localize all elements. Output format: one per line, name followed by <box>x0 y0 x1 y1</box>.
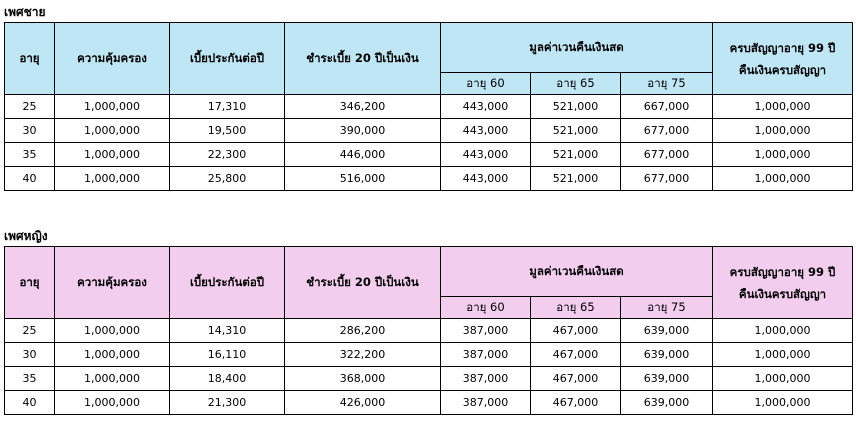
cell-premium: 25,800 <box>170 167 285 191</box>
cell-coverage: 1,000,000 <box>55 119 170 143</box>
cell-maturity: 1,000,000 <box>713 167 853 191</box>
cell-cv-60: 443,000 <box>441 119 531 143</box>
female-header-maturity-line1: ครบสัญญาอายุ 99 ปี <box>729 264 836 279</box>
cell-premium: 22,300 <box>170 143 285 167</box>
cell-cv-75: 639,000 <box>621 319 713 343</box>
female-section-title: เพศหญิง <box>4 229 48 243</box>
male-header-pay20: ชำระเบี้ย 20 ปีเป็นเงิน <box>285 23 441 95</box>
cell-cv-60: 387,000 <box>441 343 531 367</box>
male-header-cv-age-60: อายุ 60 <box>441 73 531 95</box>
cell-cv-65: 521,000 <box>531 143 621 167</box>
cell-cv-60: 387,000 <box>441 367 531 391</box>
female-header-age: อายุ <box>5 247 55 319</box>
female-header-pay20: ชำระเบี้ย 20 ปีเป็นเงิน <box>285 247 441 319</box>
cell-cv-60: 387,000 <box>441 391 531 415</box>
table-row <box>5 167 853 191</box>
male-header-cv-age-65: อายุ 65 <box>531 73 621 95</box>
female-header-maturity <box>713 247 853 319</box>
cell-cv-60: 387,000 <box>441 319 531 343</box>
cell-cv-65: 521,000 <box>531 95 621 119</box>
cell-pay20: 368,000 <box>285 367 441 391</box>
male-header-age: อายุ <box>5 23 55 95</box>
table-row <box>5 119 853 143</box>
cell-pay20: 346,200 <box>285 95 441 119</box>
male-header-maturity-line1: ครบสัญญาอายุ 99 ปี <box>729 40 836 55</box>
cell-cv-60: 443,000 <box>441 167 531 191</box>
cell-cv-65: 467,000 <box>531 391 621 415</box>
cell-premium: 18,400 <box>170 367 285 391</box>
male-header-maturity-line2: คืนเงินครบสัญญา <box>738 62 827 77</box>
cell-cv-60: 443,000 <box>441 95 531 119</box>
cell-pay20: 322,200 <box>285 343 441 367</box>
cell-age: 25 <box>5 319 55 343</box>
female-premium-table <box>4 246 853 415</box>
cell-cv-75: 639,000 <box>621 391 713 415</box>
cell-coverage: 1,000,000 <box>55 343 170 367</box>
male-header-cash-value: มูลค่าเวนคืนเงินสด <box>441 23 713 73</box>
cell-premium: 19,500 <box>170 119 285 143</box>
cell-pay20: 446,000 <box>285 143 441 167</box>
male-header-premium: เบี้ยประกันต่อปี <box>170 23 285 95</box>
table-row <box>5 319 853 343</box>
cell-maturity: 1,000,000 <box>713 95 853 119</box>
male-header-maturity <box>713 23 853 95</box>
cell-coverage: 1,000,000 <box>55 95 170 119</box>
cell-cv-65: 467,000 <box>531 367 621 391</box>
female-header-maturity-line2: คืนเงินครบสัญญา <box>738 286 827 301</box>
cell-cv-60: 443,000 <box>441 143 531 167</box>
cell-coverage: 1,000,000 <box>55 367 170 391</box>
male-section-title: เพศชาย <box>4 5 46 19</box>
female-header-cv-age-60: อายุ 60 <box>441 297 531 319</box>
male-header-cv-age-75: อายุ 75 <box>621 73 713 95</box>
cell-coverage: 1,000,000 <box>55 143 170 167</box>
cell-premium: 17,310 <box>170 95 285 119</box>
table-row <box>5 343 853 367</box>
cell-age: 35 <box>5 143 55 167</box>
cell-cv-65: 521,000 <box>531 167 621 191</box>
cell-maturity: 1,000,000 <box>713 319 853 343</box>
cell-age: 40 <box>5 391 55 415</box>
female-header-cv-age-65: อายุ 65 <box>531 297 621 319</box>
cell-maturity: 1,000,000 <box>713 367 853 391</box>
table-row <box>5 95 853 119</box>
cell-cv-75: 667,000 <box>621 95 713 119</box>
table-row <box>5 367 853 391</box>
cell-cv-75: 639,000 <box>621 343 713 367</box>
cell-maturity: 1,000,000 <box>713 391 853 415</box>
cell-premium: 16,110 <box>170 343 285 367</box>
female-header-coverage: ความคุ้มครอง <box>55 247 170 319</box>
cell-premium: 21,300 <box>170 391 285 415</box>
female-header-cash-value: มูลค่าเวนคืนเงินสด <box>441 247 713 297</box>
cell-pay20: 426,000 <box>285 391 441 415</box>
cell-pay20: 390,000 <box>285 119 441 143</box>
table-row <box>5 143 853 167</box>
cell-age: 25 <box>5 95 55 119</box>
cell-coverage: 1,000,000 <box>55 167 170 191</box>
cell-age: 40 <box>5 167 55 191</box>
cell-cv-65: 467,000 <box>531 319 621 343</box>
cell-pay20: 286,200 <box>285 319 441 343</box>
female-header-premium: เบี้ยประกันต่อปี <box>170 247 285 319</box>
male-header-coverage: ความคุ้มครอง <box>55 23 170 95</box>
female-header-cv-age-75: อายุ 75 <box>621 297 713 319</box>
cell-cv-75: 677,000 <box>621 143 713 167</box>
cell-maturity: 1,000,000 <box>713 143 853 167</box>
cell-cv-65: 521,000 <box>531 119 621 143</box>
cell-coverage: 1,000,000 <box>55 319 170 343</box>
cell-coverage: 1,000,000 <box>55 391 170 415</box>
male-premium-table <box>4 22 853 191</box>
cell-maturity: 1,000,000 <box>713 119 853 143</box>
cell-cv-75: 639,000 <box>621 367 713 391</box>
cell-pay20: 516,000 <box>285 167 441 191</box>
table-row <box>5 391 853 415</box>
cell-age: 30 <box>5 343 55 367</box>
cell-maturity: 1,000,000 <box>713 343 853 367</box>
cell-age: 30 <box>5 119 55 143</box>
cell-cv-65: 467,000 <box>531 343 621 367</box>
cell-cv-75: 677,000 <box>621 167 713 191</box>
cell-premium: 14,310 <box>170 319 285 343</box>
cell-cv-75: 677,000 <box>621 119 713 143</box>
cell-age: 35 <box>5 367 55 391</box>
